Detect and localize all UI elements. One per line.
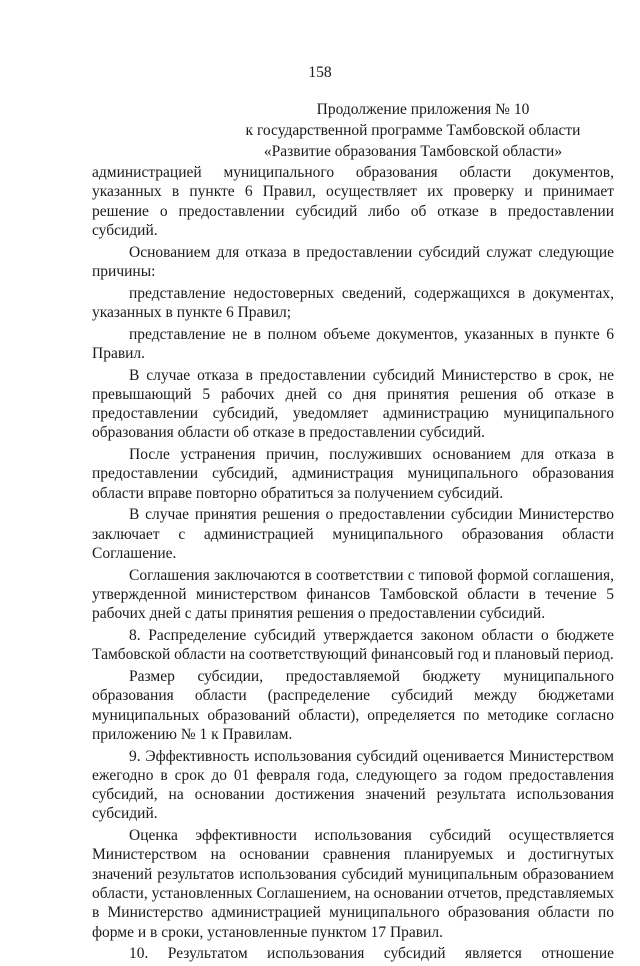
paragraph-9: 8. Распределение субсидий утверждается законом области о бюджете Тамбовской области на соответствующий финансовый год и плановый период. xyxy=(92,626,614,664)
header-line-2: к государственной программе Тамбовской области xyxy=(245,122,581,139)
header-line-1: Продолжение приложения № 10 xyxy=(316,101,530,118)
paragraph-5: В случае отказа в предоставлении субсидий Министерство в срок, не превышающий 5 рабочих дней со дня принятия решения об отказе в предоставлении субсидий, уведомляет администрацию муниципального образования области об отказе в предоставлении субсидий. xyxy=(92,366,614,442)
page-number: 158 xyxy=(308,64,332,81)
appendix-header xyxy=(230,99,596,162)
paragraph-1: администрацией муниципального образования области документов, указанных в пункте 6 Правил, осуществляет их проверку и принимает решение о предоставлении субсидий либо об отказе в предоставлении субсидий. xyxy=(92,164,614,239)
paragraph-8: Соглашения заключаются в соответствии с типовой формой соглашения, утвержденной министерством финансов Тамбовской области в течение 5 рабочих дней с даты принятия решения о предоставлении субсидий. xyxy=(92,566,614,623)
paragraph-2: Основанием для отказа в предоставлении субсидий служат следующие причины: xyxy=(92,243,614,280)
paragraph-11: 9. Эффективность использования субсидий оценивается Министерством ежегодно в срок до 01 февраля года, следующего за годом предоставления субсидий, на основании достижения значений результата использования субсидий. xyxy=(92,747,614,823)
header-line-3: «Развитие образования Тамбовской области» xyxy=(263,143,563,160)
paragraph-6: После устранения причин, послуживших основанием для отказа в предоставлении субсидий, администрация муниципального образования области вправе повторно обратиться за получением субсидий. xyxy=(92,446,614,502)
paragraph-13: 10. Результатом использования субсидий является отношение xyxy=(129,945,614,963)
paragraph-12: Оценка эффективности использования субсидий осуществляется Министерством на основании сравнения планируемых и достигнутых значений результатов использования субсидий муниципальным образованием области, установленных Соглашением, на основании отчетов, представляемых в Министерство администрацией муниципального образования области по форме и в сроки, установленные пунктом 17 Правил. xyxy=(92,827,614,941)
document-body xyxy=(92,163,614,966)
paragraph-10: Размер субсидии, предоставляемой бюджету муниципального образования области (распределение субсидий между бюджетами муниципальных образований области), определяется по методике согласно приложению № 1 к Правилам. xyxy=(92,667,614,743)
paragraph-7: В случае принятия решения о предоставлении субсидии Министерство заключает с администрацией муниципального образования области Соглашение. xyxy=(92,506,614,562)
paragraph-4: представление не в полном объеме документов, указанных в пункте 6 Правил. xyxy=(92,325,614,362)
paragraph-3: представление недостоверных сведений, содержащихся в документах, указанных в пункте 6 Правил; xyxy=(92,284,614,321)
